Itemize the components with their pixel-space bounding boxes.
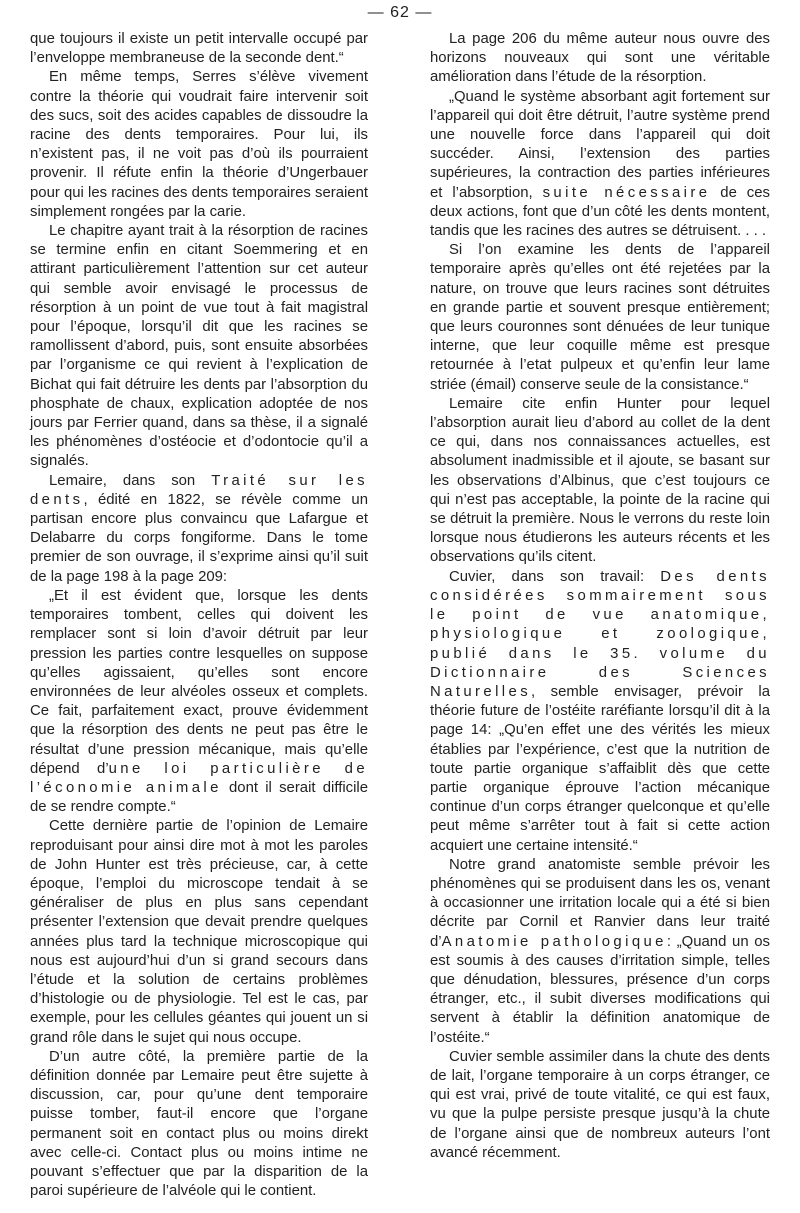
- paragraph: [30, 1048, 368, 1202]
- paragraph-text: que toujours il existe un petit intervalle occupé par l’enveloppe membraneuse de la seconde dent.“: [30, 31, 368, 67]
- spaced-emphasis-text: Anatomie pathologique: [441, 933, 667, 950]
- right-column: [430, 30, 770, 1163]
- paragraph-text: Cuvier semble assimiler dans la chute des dents de lait, l’organe temporaire à un corps étranger, ce qui est vrai, privé de toute vitalité, ce qui est faux, vu que la pulpe persiste presque jusqu’à la chute de l’organe ainsi que de nombreux auteurs l’ont avancé récemment.: [430, 1048, 770, 1161]
- paragraph-text: dont il serait difficile de se rendre compte.“: [30, 779, 368, 816]
- paragraph: [30, 30, 368, 68]
- paragraph: [430, 88, 770, 242]
- paragraph: [30, 472, 368, 587]
- paragraph: [430, 856, 770, 1048]
- paragraph-text: En même temps, Serres s’élève vivement contre la théorie qui voudrait faire intervenir soit des sucs, soit des acides capables de dissoudre la racine des dents temporaires. Pour lui, ils n’existent pas, il ne voit pas d’où ils pourraient provenir. Il réfute enfin la théorie d’Ungerbauer pour qui les racines des dents temporaires seraient simplement rongées par la carie.: [30, 69, 368, 220]
- paragraph: [430, 1048, 770, 1163]
- paragraph: [30, 817, 368, 1047]
- paragraph-text: „Et il est évident que, lorsque les dents temporaires tombent, celles qui doivent les remplacer sont si loin d’avoir détruit par leur pression les parties contre lesquelles on suppose qu’elles agissaient, qu’elles sont encore environnées de leur alvéoles osseux et complets. Ce fait, parfaitement exact, prouve évidemment que la résorption des dents ne peut pas être le résultat d’une pression mécanique, mais qu’elle dépend d’: [30, 587, 368, 777]
- paragraph-text: La page 206 du même auteur nous ouvre des horizons nouveaux qui sont une véritable amélioration dans l’étude de la résorption.: [430, 31, 770, 86]
- paragraph: [430, 241, 770, 395]
- paragraph-text: de ces deux actions, font que d’un côté les dents montent, tandis que les racines des autres se détruisent. . . .: [430, 184, 770, 240]
- paragraph-text: Lemaire, dans son: [49, 472, 212, 489]
- paragraph: [430, 395, 770, 568]
- paragraph-text: Lemaire cite enfin Hunter pour lequel l’absorption aurait lieu d’abord au collet de la dent ce qui, dans nos connaissances actuelles, est absolument inadmissible et il ajoute, se basant sur les observations d’Albinus, que c’est toujours ce qui n’est pas acceptable, la pointe de la racine qui se détruit la première. Nous le verrons du reste loin lorsque nous étudierons les auteurs récents et les observations qu’ils citent.: [430, 395, 770, 566]
- spaced-emphasis-text: Traité sur les dents: [30, 472, 368, 508]
- paragraph-text: Cuvier, dans son travail:: [449, 568, 661, 585]
- paragraph-text: „Quand le système absorbant agit fortement sur l’appareil qui doit être détruit, l’autre système prend une nouvelle force dans l’appareil qui doit succéder. Ainsi, l’extension des parties supérieures, la contraction des parties inférieures et l’absorption,: [430, 88, 770, 201]
- paragraph-text: : „Quand un os est soumis à des causes d’irritation simple, telles que dénudation, blessures, présence d’un corps étranger, etc., il subit diverses modifications qui servent à établir la définition anatomique de l’ostéite.“: [430, 933, 770, 1046]
- paragraph: [430, 568, 770, 856]
- paragraph: [430, 30, 770, 88]
- spaced-emphasis-text: Des dents considérées sommairement sous le point de vue anatomique, physiologique et zoologique, publié dans le 35. volume du Dictionnaire des Sciences Naturelles: [430, 568, 770, 700]
- paragraph-text: , semble envisager, prévoir la théorie future de l’ostéite raréfiante lorsqu’il dit à la page 14: „Qu’en effet une des vérités les mieux établies par l’expérience, c’est que la nutrition de toute partie organique s’affaiblit dès que cette partie organique éprouve l’action mécanique continue d’un corps étranger quelconque et qu’elle peut même s’arrêter tout à fait si cette action acquiert une certaine intensité.“: [430, 683, 770, 854]
- paragraph: [30, 68, 368, 222]
- paragraph: [30, 222, 368, 472]
- paragraph-text: D’un autre côté, la première partie de la définition donnée par Lemaire peut être sujette à discussion, car, pour qu’une dent temporaire puisse tomber, faut-il encore que l’organe permanent soit en contact plus ou moins direkt avec celle-ci. Contact plus ou moins intime ne pouvant s’effectuer que par la disparition de la paroi supérieure de l’alvéole qui le contient.: [30, 1048, 368, 1200]
- paragraph-text: Si l’on examine les dents de l’appareil temporaire après qu’elles ont été rejetées par la nature, on trouve que leurs racines sont détruites en grande partie et souvent presque entièrement; que leurs couronnes sont dénuées de leur tunique interne, que leur coquille même est presque retournée à l’etat pulpeux et qu’enfin leur lame striée (émail) conserve seule de la consistance.“: [430, 242, 770, 393]
- spaced-emphasis-text: suite nécessaire: [542, 184, 711, 201]
- paragraph-text: Le chapitre ayant trait à la résorption de racines se termine enfin en citant Soemmering et en attirant particulièrement l’attention sur cet auteur qui semble avoir envisagé le processus de résorption à un point de vue tout à fait magistral pour l’époque, lorsqu’il dit que les racines se ramollissent d’abord, puis, sont ensuite absorbées par l’organisme ce qui revient à l’explication de Bichat qui fait détruire les dents par l’absorption du phosphate de chaux, explication adoptée de nos jours par Ferrier quand, dans sa thèse, il a signalé les phénomènes d’ostéocie et d’odontocie qu’il a signalés.: [30, 223, 368, 470]
- spaced-emphasis-text: une loi particulière de l’économie animale: [30, 760, 368, 796]
- page-number: — 62 —: [367, 4, 433, 21]
- paragraph: [30, 587, 368, 817]
- paragraph-text: Notre grand anatomiste semble prévoir les phénomènes qui se produisent dans les os, venant à occasionner une irritation locale qui a été si bien décrite par Cornil et Ranvier dans leur traité d’: [430, 856, 770, 950]
- paragraph-text: Cette dernière partie de l’opinion de Lemaire reproduisant pour ainsi dire mot à mot les paroles de John Hunter est très précieuse, car, à cette époque, l’emploi du microscope tendait à se généraliser de plus en plus sans cependant présenter l’extension que devait prendre quelques années plus tard la technique microscopique qui nous est aujourd’hui d’un si grand secours dans l’étude et la solution de certains problèmes d’histologie ou de physiologie. Tel est le cas, par exemple, pour les cellules géantes qui jouent un si grand rôle dans le sujet qui nous occupe.: [30, 818, 368, 1046]
- paragraph-text: , édité en 1822, se révèle comme un partisan encore plus convaincu que Lafargue et Delabarre du corps fongiforme. Dans le tome premier de son ouvrage, il s’exprime ainsi qu’il suit de la page 198 à la page 209:: [30, 491, 368, 585]
- left-column: [30, 30, 368, 1201]
